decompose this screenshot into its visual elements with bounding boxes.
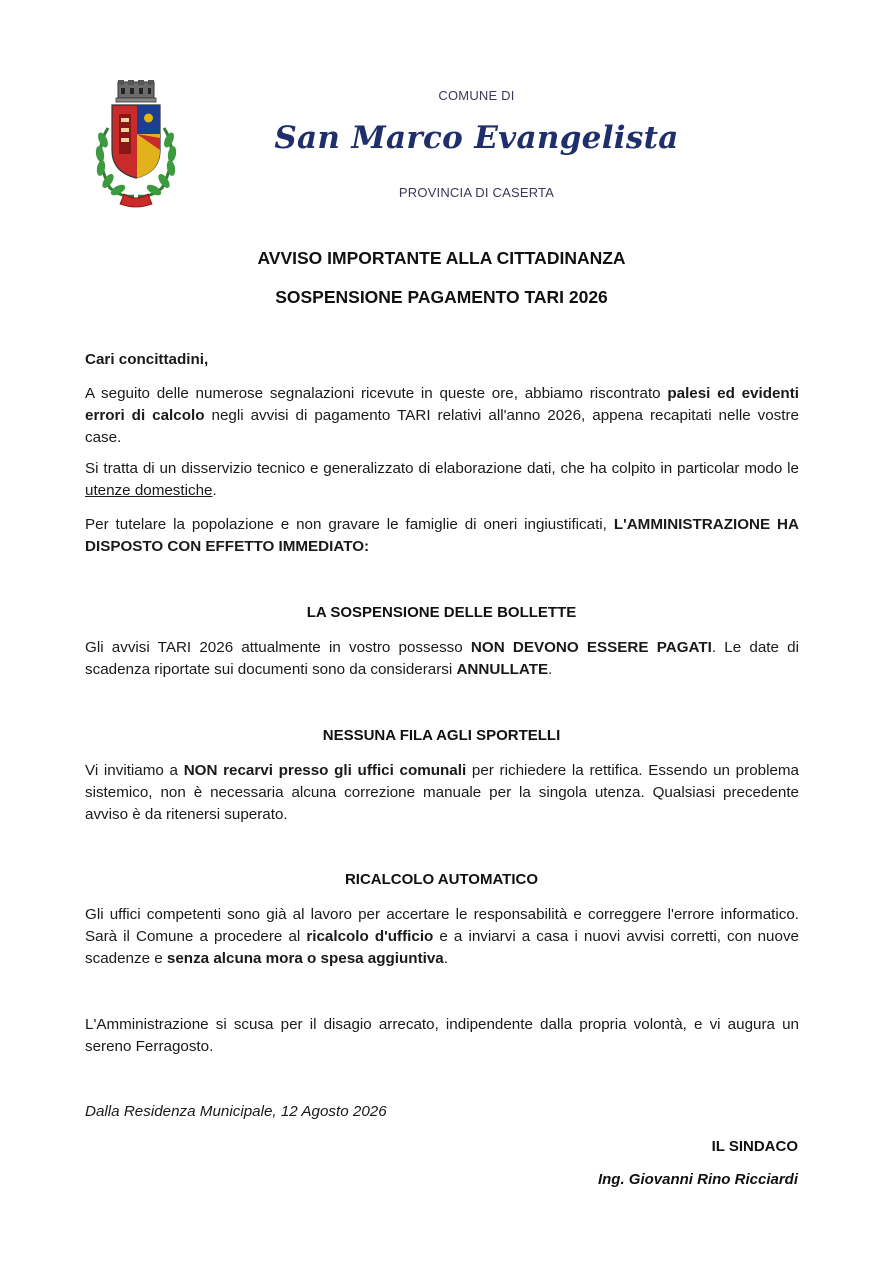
- date-line: Dalla Residenza Municipale, 12 Agosto 2026: [85, 1103, 387, 1120]
- section-heading-suspension: LA SOSPENSIONE DELLE BOLLETTE: [306, 604, 577, 621]
- paragraph-administration: Per tutelare la popolazione e non gravare le famiglie di oneri ingiustificati, L'AMMINISTRAZIONE HA DISPOSTO CON EFFETTO IMMEDIATO:: [85, 516, 799, 555]
- paragraph-suspension: Gli avvisi TARI 2026 attualmente in vostro possesso NON DEVONO ESSERE PAGATI. Le date di scadenza riportate sui documenti sono da considerarsi ANNULLATE.: [85, 639, 800, 678]
- municipality-name: San Marco Evangelista: [274, 120, 679, 156]
- paragraph-no-queue: Vi invitiamo a NON recarvi presso gli uffici comunali per richiedere la rettifica. Essendo un problema sistemico, non è necessaria alcuna correzione manuale per la singola utenza. Qualsiasi precedente avviso è da ritenersi superato.: [85, 762, 800, 823]
- notice-title: AVVISO IMPORTANTE ALLA CITTADINANZA: [257, 248, 626, 268]
- header-provincia: PROVINCIA DI CASERTA: [398, 185, 555, 200]
- notice-subtitle: SOSPENSIONE PAGAMENTO TARI 2026: [275, 287, 608, 307]
- signature-name: Ing. Giovanni Rino Ricciardi: [597, 1171, 798, 1188]
- section-heading-no-queue: NESSUNA FILA AGLI SPORTELLI: [322, 727, 561, 744]
- greeting: Cari concittadini,: [85, 351, 209, 368]
- paragraph-disservice: Si tratta di un disservizio tecnico e generalizzato di elaborazione dati, che ha colpito in particolar modo le utenze domestiche.: [85, 460, 799, 499]
- paragraph-intro: A seguito delle numerose segnalazioni ricevute in queste ore, abbiamo riscontrato palesi ed evidenti errori di calcolo negli avvisi di pagamento TARI relativi all'anno 2026, appena recapitati nelle vostre case.: [85, 385, 799, 446]
- header-comune-label: COMUNE DI: [438, 88, 515, 103]
- section-heading-recalculation: RICALCOLO AUTOMATICO: [344, 871, 539, 888]
- paragraph-recalculation: Gli uffici competenti sono già al lavoro per accertare le responsabilità e correggere l'errore informatico. Sarà il Comune a procedere al ricalcolo d'ufficio e a inviarvi a casa i nuovi avvisi corretti, con nuove scadenze e senza alcuna mora o spesa aggiuntiva.: [85, 906, 799, 967]
- signature-title: IL SINDACO: [711, 1138, 798, 1155]
- paragraph-closing: L'Amministrazione si scusa per il disagio arrecato, indipendente dalla propria volontà, e vi augura un sereno Ferragosto.: [85, 1016, 799, 1055]
